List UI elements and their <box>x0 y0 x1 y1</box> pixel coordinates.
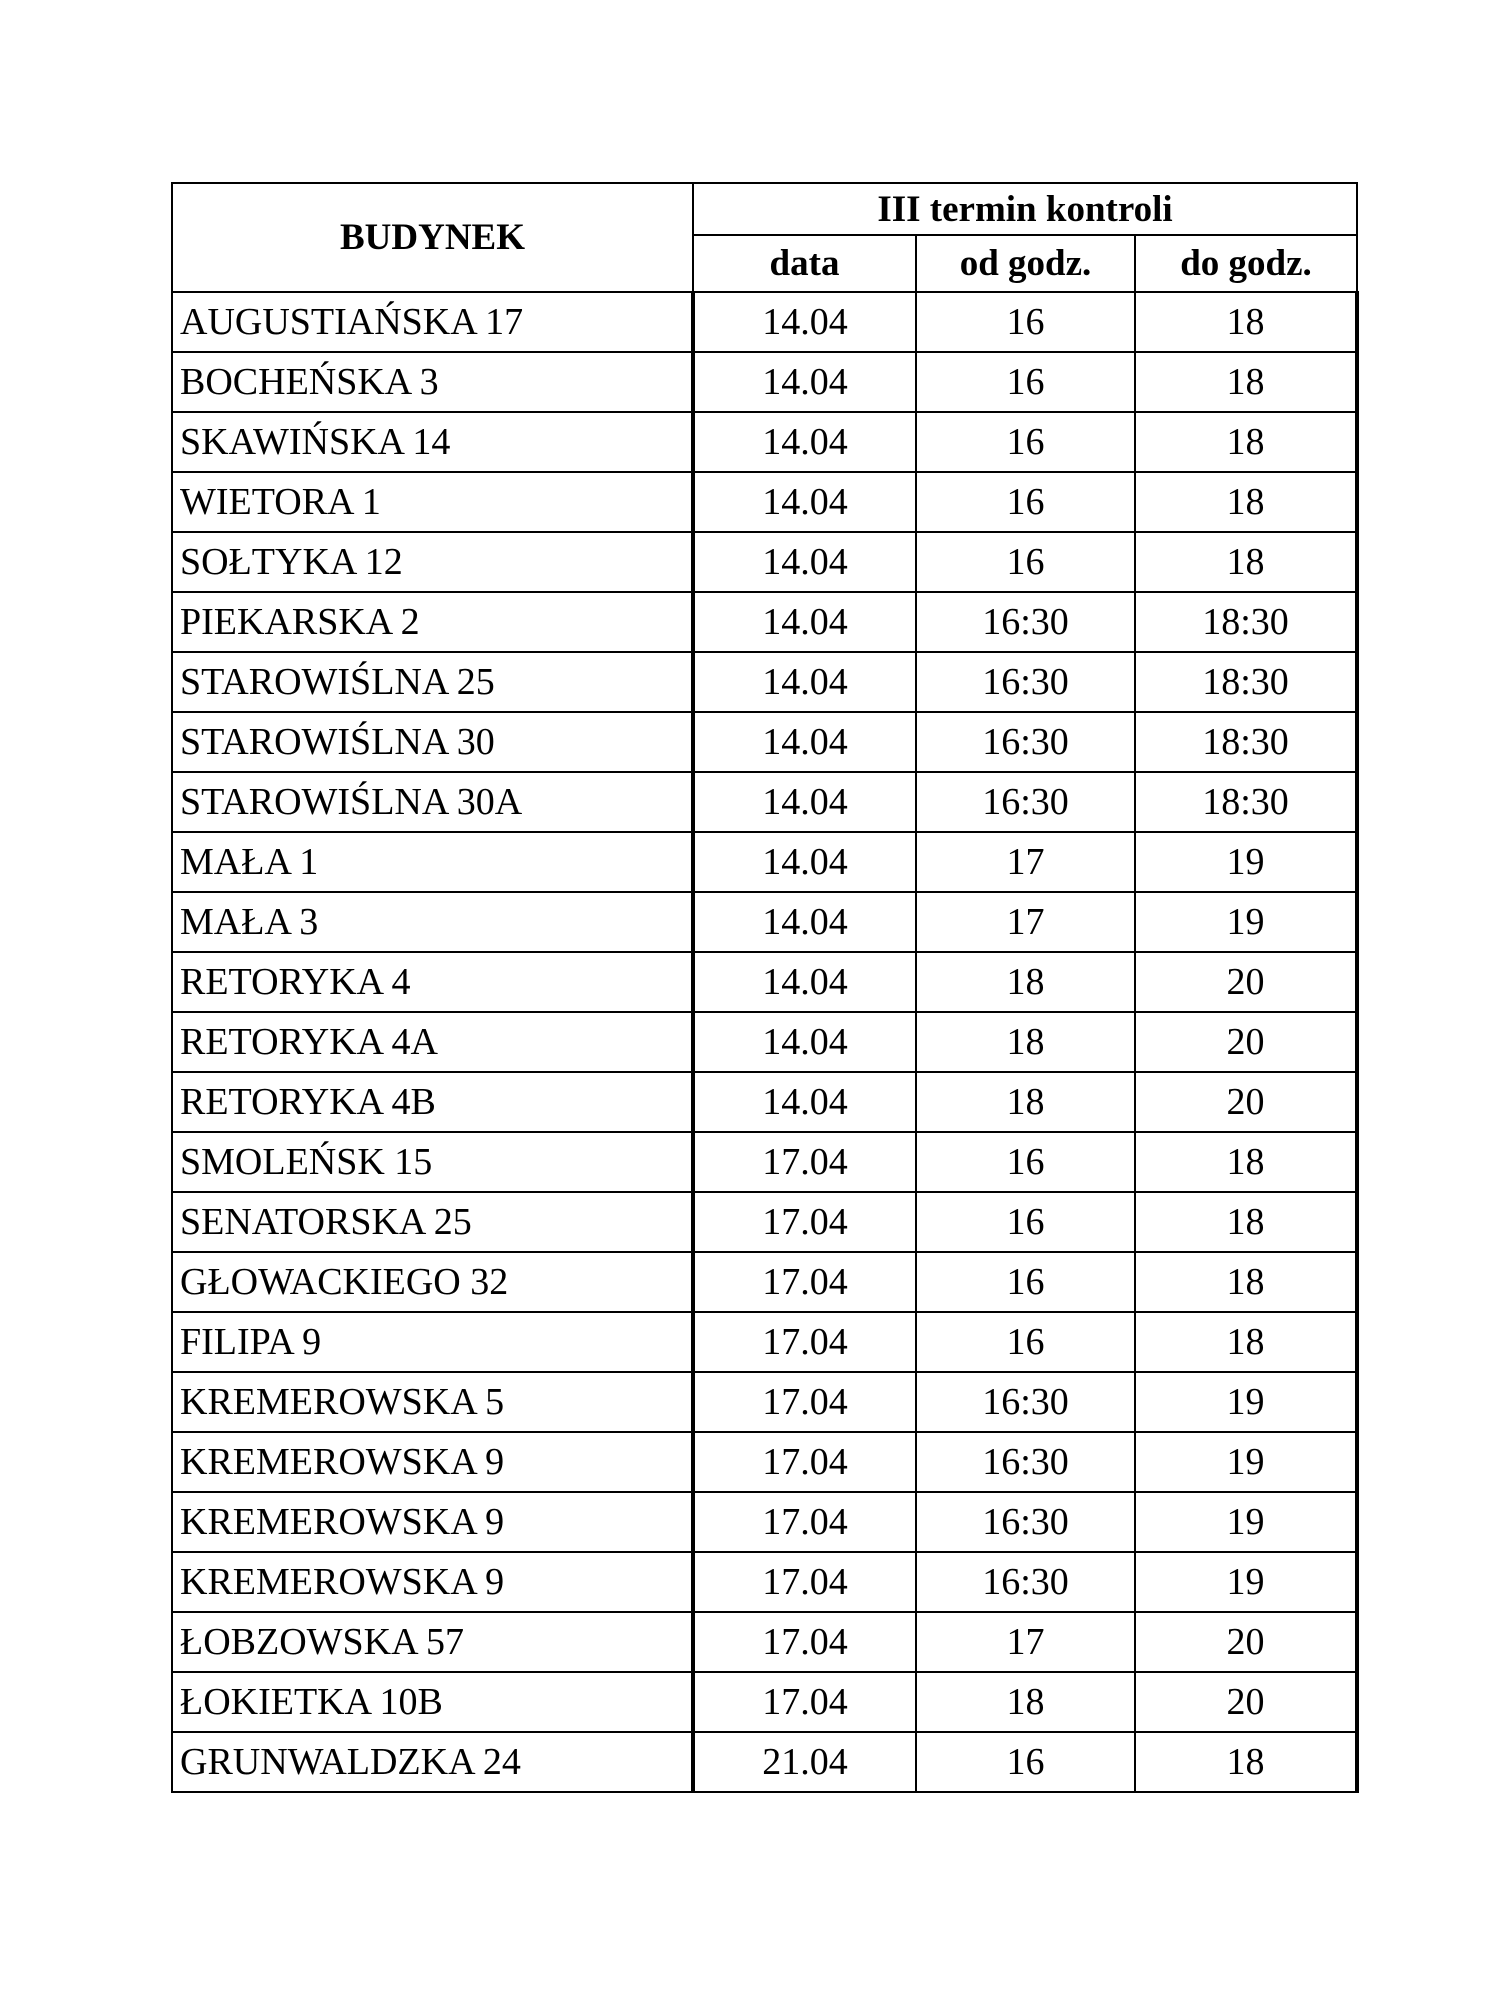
date-cell: 14.04 <box>693 472 916 532</box>
date-cell: 14.04 <box>693 832 916 892</box>
to-hour-cell: 19 <box>1135 1492 1357 1552</box>
building-cell: MAŁA 3 <box>172 892 693 952</box>
from-hour-cell: 18 <box>916 1012 1135 1072</box>
building-cell: SKAWIŃSKA 14 <box>172 412 693 472</box>
table-row <box>172 1732 1357 1792</box>
from-hour-cell: 16 <box>916 412 1135 472</box>
from-hour-cell: 16:30 <box>916 1372 1135 1432</box>
building-cell: SMOLEŃSK 15 <box>172 1132 693 1192</box>
to-hour-cell: 18 <box>1135 1132 1357 1192</box>
to-hour-cell: 18 <box>1135 292 1357 352</box>
date-cell: 21.04 <box>693 1732 916 1792</box>
building-cell: SOŁTYKA 12 <box>172 532 693 592</box>
date-cell: 14.04 <box>693 1072 916 1132</box>
to-hour-cell: 18:30 <box>1135 772 1357 832</box>
date-cell: 14.04 <box>693 1012 916 1072</box>
table-row <box>172 1072 1357 1132</box>
table-row <box>172 1012 1357 1072</box>
inspection-schedule-table <box>171 182 1359 1793</box>
date-cell: 14.04 <box>693 292 916 352</box>
to-hour-cell: 20 <box>1135 1612 1357 1672</box>
building-cell: ŁOKIETKA 10B <box>172 1672 693 1732</box>
table-row <box>172 532 1357 592</box>
to-hour-cell: 19 <box>1135 892 1357 952</box>
from-hour-cell: 16:30 <box>916 1492 1135 1552</box>
date-cell: 17.04 <box>693 1432 916 1492</box>
from-hour-cell: 16:30 <box>916 712 1135 772</box>
date-cell: 17.04 <box>693 1132 916 1192</box>
from-hour-cell: 16 <box>916 1312 1135 1372</box>
date-cell: 17.04 <box>693 1372 916 1432</box>
table-row <box>172 1432 1357 1492</box>
from-hour-cell: 16 <box>916 1192 1135 1252</box>
from-hour-cell: 16 <box>916 1132 1135 1192</box>
to-hour-cell: 18 <box>1135 472 1357 532</box>
building-cell: BOCHEŃSKA 3 <box>172 352 693 412</box>
to-hour-cell: 20 <box>1135 1672 1357 1732</box>
table-row <box>172 712 1357 772</box>
from-hour-cell: 16:30 <box>916 652 1135 712</box>
date-cell: 17.04 <box>693 1192 916 1252</box>
to-hour-cell: 20 <box>1135 952 1357 1012</box>
building-cell: STAROWIŚLNA 30 <box>172 712 693 772</box>
date-cell: 17.04 <box>693 1552 916 1612</box>
table-row <box>172 1252 1357 1312</box>
table-row <box>172 1192 1357 1252</box>
to-hour-column-header: do godz. <box>1135 235 1357 292</box>
from-hour-cell: 17 <box>916 1612 1135 1672</box>
date-cell: 17.04 <box>693 1672 916 1732</box>
date-cell: 14.04 <box>693 772 916 832</box>
building-cell: RETORYKA 4B <box>172 1072 693 1132</box>
from-hour-cell: 16 <box>916 1732 1135 1792</box>
date-cell: 14.04 <box>693 652 916 712</box>
building-column-header: BUDYNEK <box>172 183 693 292</box>
to-hour-cell: 18 <box>1135 412 1357 472</box>
table-row <box>172 1612 1357 1672</box>
date-cell: 17.04 <box>693 1252 916 1312</box>
from-hour-cell: 16:30 <box>916 592 1135 652</box>
from-hour-cell: 16:30 <box>916 1552 1135 1612</box>
from-hour-cell: 16:30 <box>916 772 1135 832</box>
from-hour-cell: 18 <box>916 1672 1135 1732</box>
from-hour-cell: 18 <box>916 1072 1135 1132</box>
table-row <box>172 1492 1357 1552</box>
table-row <box>172 1132 1357 1192</box>
header-row-top <box>172 183 1357 235</box>
date-cell: 14.04 <box>693 712 916 772</box>
building-cell: PIEKARSKA 2 <box>172 592 693 652</box>
building-cell: KREMEROWSKA 5 <box>172 1372 693 1432</box>
table-row <box>172 592 1357 652</box>
from-hour-cell: 16 <box>916 472 1135 532</box>
building-cell: RETORYKA 4 <box>172 952 693 1012</box>
from-hour-cell: 16:30 <box>916 1432 1135 1492</box>
from-hour-cell: 17 <box>916 832 1135 892</box>
to-hour-cell: 20 <box>1135 1072 1357 1132</box>
building-cell: STAROWIŚLNA 30A <box>172 772 693 832</box>
from-hour-cell: 16 <box>916 532 1135 592</box>
date-cell: 17.04 <box>693 1492 916 1552</box>
date-cell: 14.04 <box>693 592 916 652</box>
to-hour-cell: 19 <box>1135 1372 1357 1432</box>
building-cell: RETORYKA 4A <box>172 1012 693 1072</box>
table-row <box>172 472 1357 532</box>
date-cell: 14.04 <box>693 952 916 1012</box>
building-cell: MAŁA 1 <box>172 832 693 892</box>
table-row <box>172 952 1357 1012</box>
date-cell: 14.04 <box>693 412 916 472</box>
to-hour-cell: 18 <box>1135 1252 1357 1312</box>
from-hour-cell: 16 <box>916 352 1135 412</box>
table-body <box>172 292 1357 1792</box>
table-row <box>172 1312 1357 1372</box>
table-row <box>172 1372 1357 1432</box>
to-hour-cell: 19 <box>1135 1552 1357 1612</box>
building-cell: GRUNWALDZKA 24 <box>172 1732 693 1792</box>
table-row <box>172 412 1357 472</box>
date-column-header: data <box>693 235 916 292</box>
building-cell: GŁOWACKIEGO 32 <box>172 1252 693 1312</box>
building-cell: KREMEROWSKA 9 <box>172 1552 693 1612</box>
from-hour-cell: 17 <box>916 892 1135 952</box>
to-hour-cell: 18 <box>1135 1732 1357 1792</box>
building-cell: KREMEROWSKA 9 <box>172 1492 693 1552</box>
building-cell: FILIPA 9 <box>172 1312 693 1372</box>
table-row <box>172 892 1357 952</box>
table-row <box>172 352 1357 412</box>
to-hour-cell: 20 <box>1135 1012 1357 1072</box>
table-header <box>172 183 1357 292</box>
building-cell: WIETORA 1 <box>172 472 693 532</box>
table-row <box>172 1552 1357 1612</box>
from-hour-column-header: od godz. <box>916 235 1135 292</box>
to-hour-cell: 18 <box>1135 532 1357 592</box>
table-row <box>172 1672 1357 1732</box>
from-hour-cell: 16 <box>916 1252 1135 1312</box>
to-hour-cell: 19 <box>1135 1432 1357 1492</box>
from-hour-cell: 18 <box>916 952 1135 1012</box>
inspection-term-group-header: III termin kontroli <box>693 183 1357 235</box>
to-hour-cell: 18 <box>1135 1192 1357 1252</box>
table-row <box>172 292 1357 352</box>
building-cell: STAROWIŚLNA 25 <box>172 652 693 712</box>
table-row <box>172 772 1357 832</box>
to-hour-cell: 18 <box>1135 1312 1357 1372</box>
to-hour-cell: 18:30 <box>1135 592 1357 652</box>
building-cell: ŁOBZOWSKA 57 <box>172 1612 693 1672</box>
date-cell: 17.04 <box>693 1312 916 1372</box>
building-cell: SENATORSKA 25 <box>172 1192 693 1252</box>
date-cell: 14.04 <box>693 892 916 952</box>
to-hour-cell: 19 <box>1135 832 1357 892</box>
table-row <box>172 832 1357 892</box>
table-row <box>172 652 1357 712</box>
building-cell: AUGUSTIAŃSKA 17 <box>172 292 693 352</box>
date-cell: 14.04 <box>693 532 916 592</box>
from-hour-cell: 16 <box>916 292 1135 352</box>
to-hour-cell: 18:30 <box>1135 652 1357 712</box>
date-cell: 17.04 <box>693 1612 916 1672</box>
building-cell: KREMEROWSKA 9 <box>172 1432 693 1492</box>
date-cell: 14.04 <box>693 352 916 412</box>
to-hour-cell: 18 <box>1135 352 1357 412</box>
to-hour-cell: 18:30 <box>1135 712 1357 772</box>
